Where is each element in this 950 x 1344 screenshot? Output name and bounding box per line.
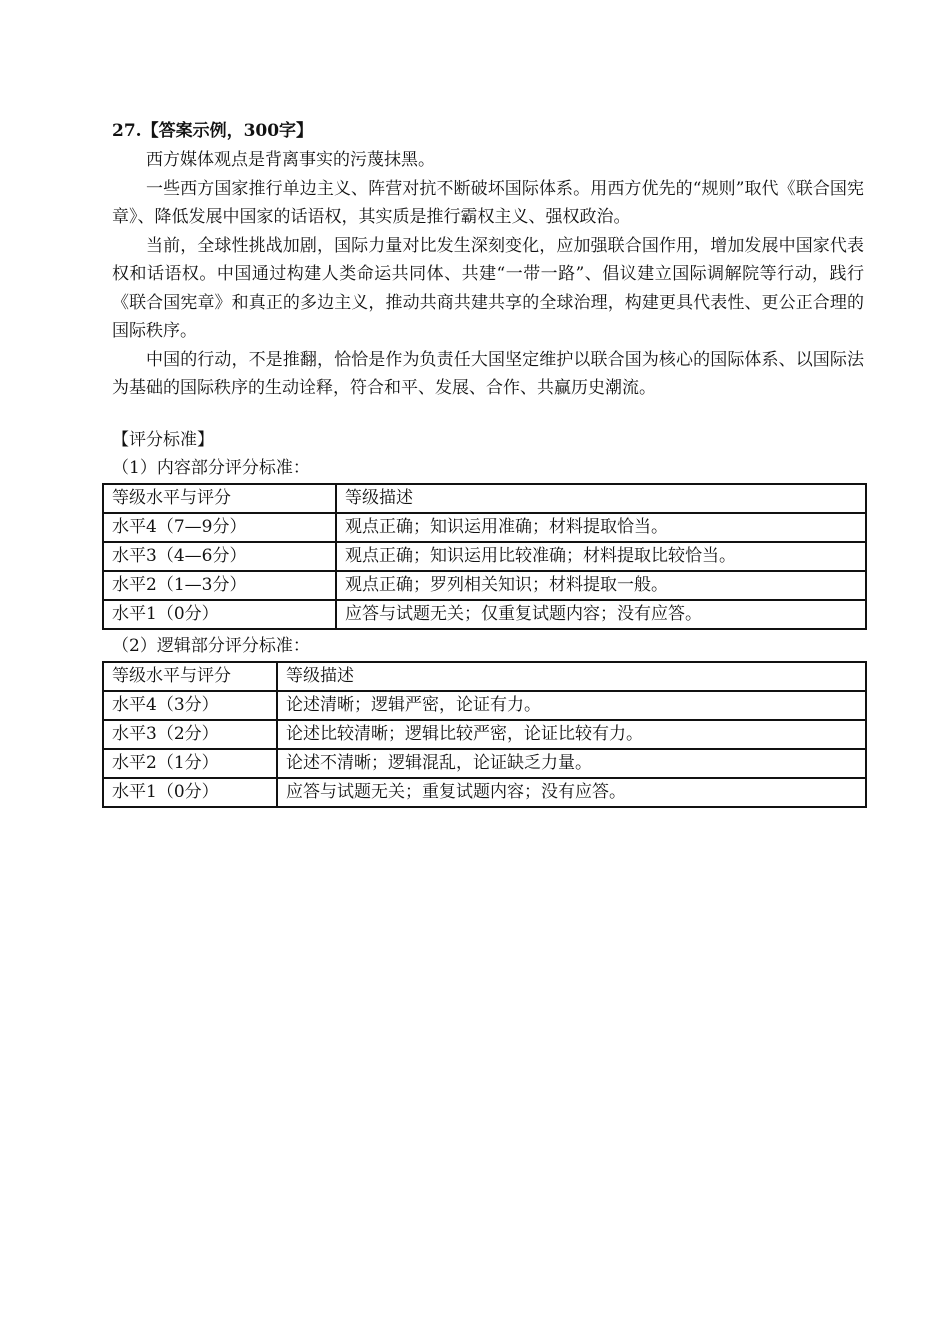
content-standard-table	[102, 483, 867, 630]
level-cell: 水平4（7—9分）	[103, 513, 336, 542]
level-cell: 水平3（4—6分）	[103, 542, 336, 571]
table-header-row	[103, 662, 866, 691]
content-standard-title: （1）内容部分评分标准：	[112, 458, 310, 478]
level-cell: 水平2（1—3分）	[103, 571, 336, 600]
logic-standard-title: （2）逻辑部分评分标准：	[112, 636, 310, 656]
level-cell: 水平2（1分）	[103, 749, 277, 778]
description-cell: 论述不清晰；逻辑混乱，论证缺乏力量。	[277, 749, 866, 778]
description-cell: 观点正确；知识运用比较准确；材料提取比较恰当。	[336, 542, 866, 571]
header-cell-description: 等级描述	[277, 662, 866, 691]
table-row	[103, 778, 866, 807]
header-cell-level: 等级水平与评分	[103, 484, 336, 513]
answer-paragraph: 西方媒体观点是背离事实的污蔑抹黑。	[146, 150, 435, 170]
description-cell: 论述比较清晰；逻辑比较严密，论证比较有力。	[277, 720, 866, 749]
description-cell: 应答与试题无关；仅重复试题内容；没有应答。	[336, 600, 866, 629]
question-heading: 27.【答案示例，300字】	[112, 121, 314, 141]
table-row	[103, 600, 866, 629]
logic-standard-table	[102, 661, 867, 808]
description-cell: 观点正确；罗列相关知识；材料提取一般。	[336, 571, 866, 600]
level-cell: 水平3（2分）	[103, 720, 277, 749]
level-cell: 水平1（0分）	[103, 778, 277, 807]
description-cell: 论述清晰；逻辑严密，论证有力。	[277, 691, 866, 720]
table-row	[103, 513, 866, 542]
table-row	[103, 542, 866, 571]
table-row	[103, 720, 866, 749]
answer-paragraph: 中国的行动，不是推翻，恰恰是作为负责任大国坚定维护以联合国为核心的国际体系、以国际法为基础的国际秩序的生动诠释，符合和平、发展、合作、共赢历史潮流。	[112, 349, 864, 398]
answer-paragraph: 一些西方国家推行单边主义、阵营对抗不断破坏国际体系。用西方优先的“规则”取代《联合国宪章》、降低发展中国家的话语权，其实质是推行霸权主义、强权政治。	[112, 178, 864, 227]
answer-paragraph: 当前，全球性挑战加剧，国际力量对比发生深刻变化，应加强联合国作用，增加发展中国家代表权和话语权。中国通过构建人类命运共同体、共建“一带一路”、倡议建立国际调解院等行动，践行《联合国宪章》和真正的多边主义，推动共商共建共享的全球治理，构建更具代表性、更公正合理的国际秩序。	[112, 235, 864, 341]
level-cell: 水平4（3分）	[103, 691, 277, 720]
table-row	[103, 691, 866, 720]
header-cell-level: 等级水平与评分	[103, 662, 277, 691]
answer-example	[112, 146, 864, 403]
description-cell: 应答与试题无关；重复试题内容；没有应答。	[277, 778, 866, 807]
table-row	[103, 749, 866, 778]
rubric-title: 【评分标准】	[112, 430, 214, 450]
header-cell-description: 等级描述	[336, 484, 866, 513]
level-cell: 水平1（0分）	[103, 600, 336, 629]
table-header-row	[103, 484, 866, 513]
description-cell: 观点正确；知识运用准确；材料提取恰当。	[336, 513, 866, 542]
table-row	[103, 571, 866, 600]
